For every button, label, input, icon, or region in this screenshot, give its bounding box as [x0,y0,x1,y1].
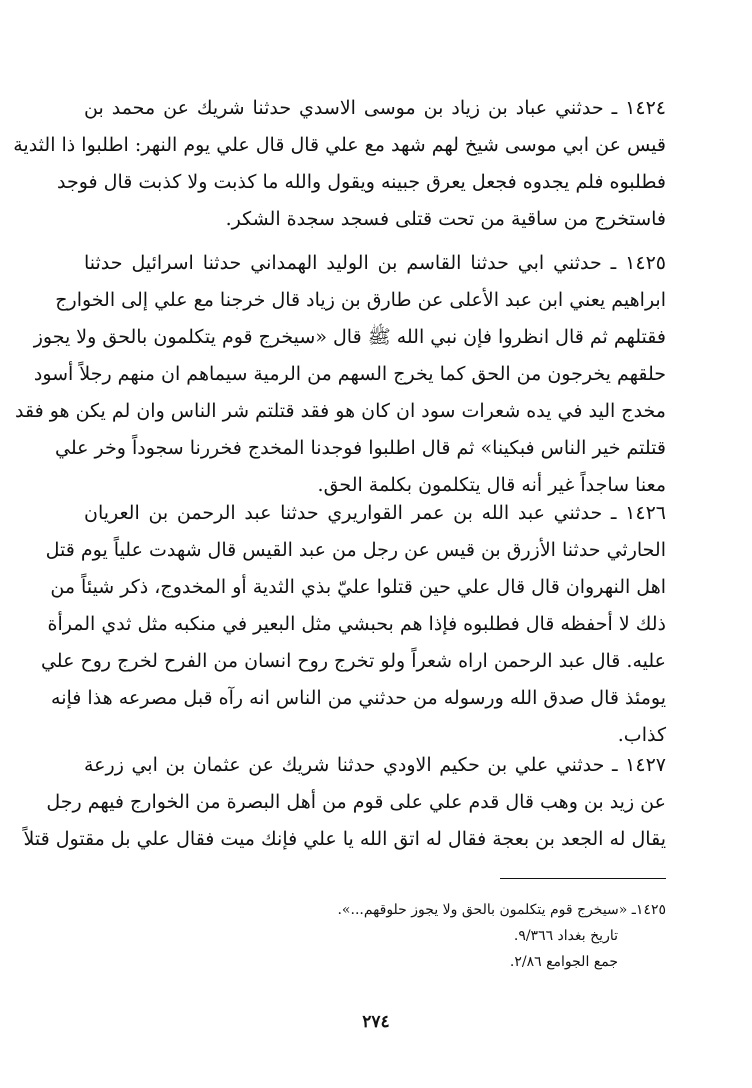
text-line: اهل النهروان قال قال علي حين قتلوا عليّ بذي الثدية أو المخدوج، ذكر شيئاً من [50,576,666,598]
text-line: حلقهم يخرجون من الحق كما يخرج السهم من الرمية سيماهم ان منهم رجلاً أسود [33,363,666,385]
text-line: يقال له الجعد بن بعجة فقال له اتق الله يا علي فإنك ميت فقال علي بل مقتول قتلاً [23,828,666,850]
text-line: قيس عن ابي موسى شيخ لهم شهد مع علي قال قال علي يوم النهر: اطلبوا ذا الثدية [13,134,666,156]
footnote-line: تاريخ بغداد ٩/٣٦٦. [513,928,618,944]
text-line: فقتلهم ثم قال انظروا فإن نبي الله ﷺ قال «سيخرج قوم يتكلمون بالحق ولا يجوز [33,326,666,348]
text-line: معنا ساجداً غير أنه قال يتكلمون بكلمة الحق. [317,474,666,496]
text-line: فاستخرج من ساقية من تحت قتلى فسجد سجدة الشكر. [225,208,666,230]
text-line: ١٤٢٤ ـ حدثني عباد بن زياد بن موسى الاسدي حدثنا شريك عن محمد بن [84,97,666,119]
hadith-paragraph-1424 [13,90,666,238]
text-line: ذلك لا أحفظه قال فطلبوه فإذا هم بحبشي مثل البعير في منكبه مثل ثدي المرأة [47,613,666,635]
text-line: مخدج اليد في يده شعرات سود ان كان هو فقد قتلتم شر الناس وان لم يكن هو فقد [15,400,666,422]
text-line: ١٤٢٧ ـ حدثني علي بن حكيم الاودي حدثنا شريك عن عثمان بن ابي زرعة [84,754,666,776]
text-line: عليه. قال عبد الرحمن اراه شعراً ولو تخرج روح انسان من الفرح لخرج روح علي [40,650,666,672]
text-line: قتلتم خير الناس فبكينا» ثم قال اطلبوا فوجدنا المخدج فخررنا سجوداً وخر علي [55,437,666,459]
footnote-divider [500,878,666,879]
footnote-line: ١٤٢٥ـ «سيخرج قوم يتكلمون بالحق ولا يجوز حلوقهم...». [337,902,666,918]
text-line: يومئذ قال صدق الله ورسوله من حدثني من الناس انه رآه قبل مصرعه هذا فإنه [51,687,666,709]
text-line: كذاب. [617,724,666,746]
text-line: ١٤٢٦ ـ حدثني عبد الله بن عمر القواريري حدثنا عبد الرحمن بن العريان [84,502,666,524]
text-line: ابراهيم يعني ابن عبد الأعلى عن طارق بن زياد قال خرجنا مع علي إلى الخوارج [55,289,666,311]
text-line: فطلبوه فلم يجدوه فجعل يعرق جبينه ويقول والله ما كذبت ولا كذبت قال فوجد [57,171,666,193]
text-line: الحارثي حدثنا الأزرق بن قيس عن رجل من عبد القيس قال شهدت علياً يوم قتل [45,539,666,561]
hadith-paragraph-1427 [23,747,666,858]
footnote-line: جمع الجوامع ٢/٨٦. [509,954,618,970]
text-line: ١٤٢٥ ـ حدثني ابي حدثنا القاسم بن الوليد الهمداني حدثنا اسرائيل حدثنا [84,252,666,274]
hadith-paragraph-1425 [15,245,666,504]
page-number: ٢٧٤ [362,1012,390,1032]
text-line: عن زيد بن وهب قال قدم علي على قوم من أهل البصرة من الخوارج فيهم رجل [46,791,666,813]
footnotes [166,897,666,975]
hadith-paragraph-1426 [40,495,666,754]
